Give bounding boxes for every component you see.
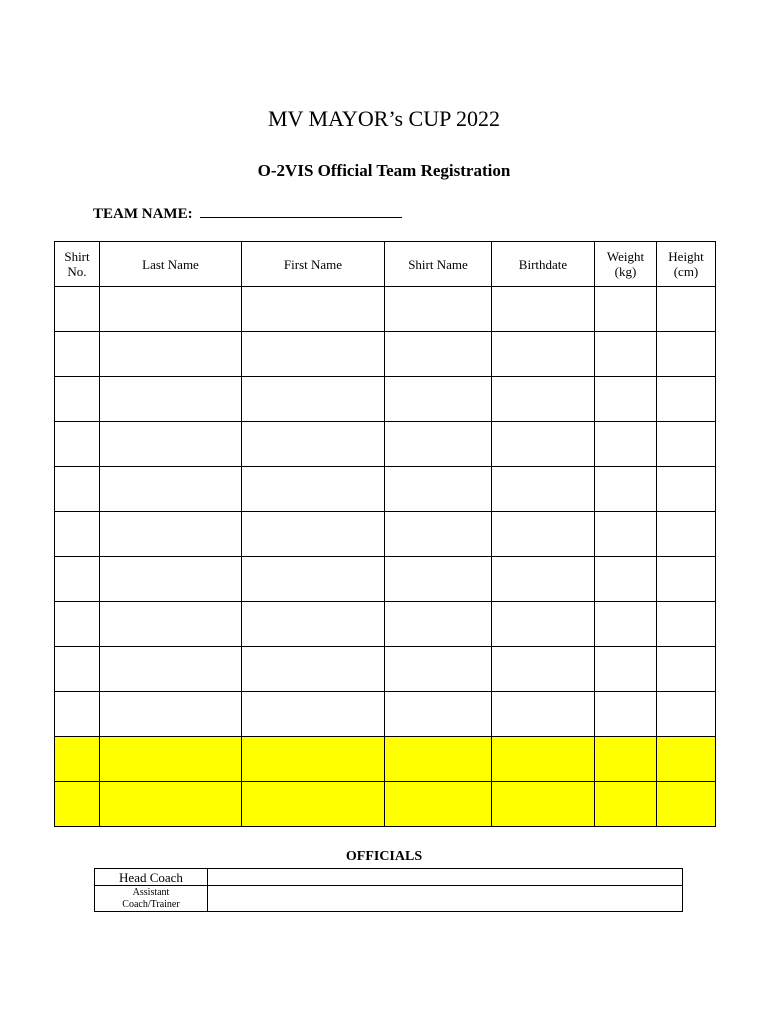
cell-first-name[interactable] — [242, 422, 385, 467]
cell-shirt-name[interactable] — [385, 737, 492, 782]
cell-first-name[interactable] — [242, 287, 385, 332]
header-weight-line1: Weight — [606, 249, 645, 264]
table-row — [55, 692, 716, 737]
cell-shirt-name[interactable] — [385, 332, 492, 377]
cell-weight[interactable] — [595, 422, 657, 467]
cell-shirt-name[interactable] — [385, 422, 492, 467]
cell-height[interactable] — [657, 467, 716, 512]
roster-header-row — [55, 242, 716, 287]
cell-shirt-name[interactable] — [385, 512, 492, 557]
head-coach-label: Head Coach — [95, 869, 208, 886]
roster-body — [55, 287, 716, 827]
document-subtitle: O-2VIS Official Team Registration — [257, 161, 511, 180]
cell-first-name[interactable] — [242, 602, 385, 647]
roster-table — [54, 241, 716, 827]
table-row — [55, 557, 716, 602]
cell-birthdate[interactable] — [492, 737, 595, 782]
header-birthdate: Birthdate — [492, 242, 595, 287]
cell-birthdate[interactable] — [492, 377, 595, 422]
cell-shirt-name[interactable] — [385, 692, 492, 737]
cell-shirt-name[interactable] — [385, 467, 492, 512]
table-row — [55, 377, 716, 422]
table-row — [55, 602, 716, 647]
cell-birthdate[interactable] — [492, 782, 595, 827]
header-height-line1: Height — [668, 249, 704, 264]
header-height — [657, 242, 716, 287]
cell-shirt-no[interactable] — [55, 422, 100, 467]
header-shirt-no — [55, 242, 100, 287]
header-weight — [595, 242, 657, 287]
cell-first-name[interactable] — [242, 782, 385, 827]
cell-height[interactable] — [657, 737, 716, 782]
header-shirt-name: Shirt Name — [385, 242, 492, 287]
cell-height[interactable] — [657, 287, 716, 332]
cell-last-name[interactable] — [100, 737, 242, 782]
table-row — [55, 647, 716, 692]
cell-weight[interactable] — [595, 782, 657, 827]
cell-shirt-no[interactable] — [55, 377, 100, 422]
cell-birthdate[interactable] — [492, 647, 595, 692]
cell-shirt-no[interactable] — [55, 512, 100, 557]
header-first-name: First Name — [242, 242, 385, 287]
cell-first-name[interactable] — [242, 557, 385, 602]
cell-weight[interactable] — [595, 287, 657, 332]
cell-last-name[interactable] — [100, 602, 242, 647]
cell-last-name[interactable] — [100, 512, 242, 557]
cell-shirt-no[interactable] — [55, 737, 100, 782]
team-name-row — [93, 201, 402, 225]
header-weight-line2: (kg) — [614, 264, 637, 279]
cell-birthdate[interactable] — [492, 692, 595, 737]
cell-last-name[interactable] — [100, 287, 242, 332]
cell-shirt-no[interactable] — [55, 782, 100, 827]
table-row — [55, 782, 716, 827]
header-shirt-no-line1: Shirt — [64, 249, 90, 264]
table-row — [55, 287, 716, 332]
cell-last-name[interactable] — [100, 422, 242, 467]
cell-height[interactable] — [657, 377, 716, 422]
table-row — [55, 332, 716, 377]
cell-birthdate[interactable] — [492, 332, 595, 377]
cell-height[interactable] — [657, 332, 716, 377]
cell-shirt-no[interactable] — [55, 557, 100, 602]
cell-height[interactable] — [657, 692, 716, 737]
team-name-field[interactable] — [200, 201, 402, 218]
cell-weight[interactable] — [595, 467, 657, 512]
cell-height[interactable] — [657, 557, 716, 602]
cell-first-name[interactable] — [242, 467, 385, 512]
table-row — [55, 737, 716, 782]
team-name-label: TEAM NAME: — [93, 206, 193, 222]
assistant-coach-label — [95, 886, 208, 912]
cell-weight[interactable] — [595, 737, 657, 782]
head-coach-field[interactable] — [208, 869, 683, 886]
cell-first-name[interactable] — [242, 737, 385, 782]
cell-birthdate[interactable] — [492, 422, 595, 467]
cell-shirt-no[interactable] — [55, 332, 100, 377]
cell-height[interactable] — [657, 602, 716, 647]
officials-title: OFFICIALS — [345, 849, 423, 864]
cell-shirt-no[interactable] — [55, 647, 100, 692]
table-row — [55, 512, 716, 557]
document-title: MV MAYOR’s CUP 2022 — [267, 106, 501, 131]
cell-shirt-name[interactable] — [385, 602, 492, 647]
cell-first-name[interactable] — [242, 332, 385, 377]
cell-weight[interactable] — [595, 602, 657, 647]
cell-shirt-name[interactable] — [385, 287, 492, 332]
cell-birthdate[interactable] — [492, 557, 595, 602]
cell-shirt-name[interactable] — [385, 782, 492, 827]
cell-shirt-no[interactable] — [55, 692, 100, 737]
table-row — [55, 422, 716, 467]
cell-height[interactable] — [657, 512, 716, 557]
cell-last-name[interactable] — [100, 782, 242, 827]
cell-shirt-no[interactable] — [55, 287, 100, 332]
officials-table — [94, 868, 683, 912]
header-shirt-no-line2: No. — [67, 264, 87, 279]
cell-weight[interactable] — [595, 512, 657, 557]
cell-shirt-name[interactable] — [385, 557, 492, 602]
cell-first-name[interactable] — [242, 377, 385, 422]
cell-birthdate[interactable] — [492, 287, 595, 332]
cell-first-name[interactable] — [242, 647, 385, 692]
cell-birthdate[interactable] — [492, 467, 595, 512]
cell-first-name[interactable] — [242, 512, 385, 557]
cell-weight[interactable] — [595, 377, 657, 422]
cell-birthdate[interactable] — [492, 602, 595, 647]
cell-first-name[interactable] — [242, 692, 385, 737]
cell-height[interactable] — [657, 422, 716, 467]
cell-shirt-no[interactable] — [55, 602, 100, 647]
officials-row-head-coach — [95, 869, 683, 886]
cell-last-name[interactable] — [100, 557, 242, 602]
officials-row-assistant — [95, 886, 683, 912]
assistant-label-line1: Assistant — [132, 886, 170, 898]
cell-shirt-name[interactable] — [385, 377, 492, 422]
cell-last-name[interactable] — [100, 467, 242, 512]
cell-shirt-no[interactable] — [55, 467, 100, 512]
table-row — [55, 467, 716, 512]
cell-weight[interactable] — [595, 557, 657, 602]
assistant-coach-field[interactable] — [208, 886, 683, 912]
assistant-label-line2: Coach/Trainer — [122, 898, 180, 910]
cell-height[interactable] — [657, 647, 716, 692]
cell-last-name[interactable] — [100, 692, 242, 737]
cell-last-name[interactable] — [100, 332, 242, 377]
cell-weight[interactable] — [595, 647, 657, 692]
cell-weight[interactable] — [595, 692, 657, 737]
cell-last-name[interactable] — [100, 647, 242, 692]
cell-birthdate[interactable] — [492, 512, 595, 557]
cell-weight[interactable] — [595, 332, 657, 377]
cell-shirt-name[interactable] — [385, 647, 492, 692]
cell-last-name[interactable] — [100, 377, 242, 422]
cell-height[interactable] — [657, 782, 716, 827]
header-last-name: Last Name — [100, 242, 242, 287]
header-height-line2: (cm) — [673, 264, 699, 279]
